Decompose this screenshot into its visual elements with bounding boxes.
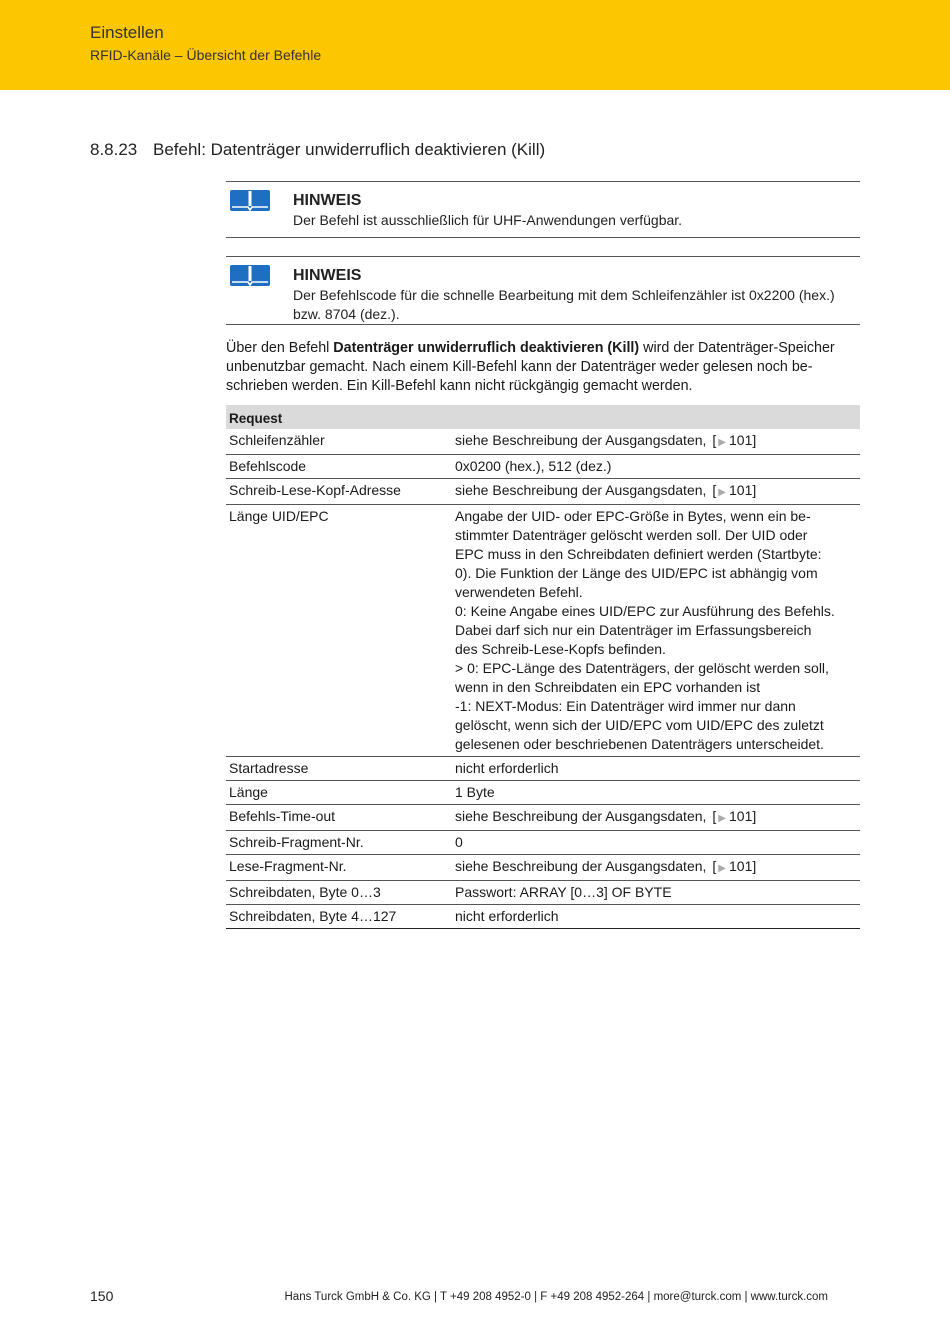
row-value (452, 479, 860, 505)
row-value: nicht erforderlich (452, 757, 860, 781)
reference-page: 101 (729, 432, 753, 448)
command-name: Datenträger unwiderruflich deaktivieren (Kill) (333, 340, 640, 356)
table-row (226, 429, 860, 455)
reference-text: siehe Beschreibung der Ausgangsdaten, (455, 858, 707, 874)
note-text: Der Befehlscode für die schnelle Bearbeitung mit dem Schleifenzähler ist 0x2200 (hex.) bzw. 8704 (dez.). (293, 287, 835, 322)
table-row (226, 757, 860, 781)
request-table (226, 405, 860, 929)
row-label: Schreib-Lese-Kopf-Adresse (226, 479, 452, 505)
note-text: Der Befehl ist ausschließlich für UHF-Anwendungen verfügbar. (293, 212, 683, 228)
table-row (226, 805, 860, 831)
bracket: [ (712, 808, 717, 824)
section-number: 8.8.23 (90, 140, 138, 159)
row-value: 0x0200 (hex.), 512 (dez.) (452, 455, 860, 479)
table-header: Request (226, 405, 860, 429)
row-value (452, 429, 860, 455)
arrow-right-icon: ▶ (718, 487, 726, 498)
table-row (226, 831, 860, 855)
table-row (226, 505, 860, 757)
row-label: Lese-Fragment-Nr. (226, 855, 452, 881)
table-row (226, 781, 860, 805)
row-value: nicht erforderlich (452, 905, 860, 929)
page-reference-link[interactable] (455, 808, 756, 824)
row-label: Befehlscode (226, 455, 452, 479)
bracket: ] (752, 858, 757, 874)
arrow-right-icon: ▶ (718, 863, 726, 874)
bracket: ] (752, 432, 757, 448)
page-reference-link[interactable] (455, 432, 756, 448)
table-row (226, 479, 860, 505)
row-value (452, 805, 860, 831)
bracket: ] (752, 808, 757, 824)
bracket: ] (752, 482, 757, 498)
table-row (226, 455, 860, 479)
intro-text: wird der Datenträger-Speicher unbenutzbar gemacht. Nach einem Kill-Befehl kann der Datenträger weder gelesen noch be-schrieben werden. Ein Kill-Befehl kann nicht rückgängig gemacht werden. (226, 340, 835, 394)
page-reference-link[interactable] (455, 858, 756, 874)
section-title: Befehl: Datenträger unwiderruflich deaktivieren (Kill) (153, 140, 546, 159)
page-number: 150 (90, 1288, 114, 1304)
row-value (452, 855, 860, 881)
row-label: Schreibdaten, Byte 4…127 (226, 905, 452, 929)
row-label: Länge UID/EPC (226, 505, 452, 757)
row-label: Befehls-Time-out (226, 805, 452, 831)
page-reference-link[interactable] (455, 482, 756, 498)
row-label: Schreibdaten, Byte 0…3 (226, 881, 452, 905)
note-box (226, 256, 860, 325)
row-label: Startadresse (226, 757, 452, 781)
arrow-right-icon: ▶ (718, 813, 726, 824)
reference-page: 101 (729, 482, 753, 498)
page-header (0, 0, 950, 90)
table-row (226, 905, 860, 929)
table-row (226, 881, 860, 905)
intro-text: Über den Befehl (226, 340, 334, 356)
bracket: [ (712, 858, 717, 874)
reference-text: siehe Beschreibung der Ausgangsdaten, (455, 808, 707, 824)
footer-company: Hans Turck GmbH & Co. KG | T +49 208 4952-0 | F +49 208 4952-264 | more@turck.com | www.turck.com (284, 1291, 828, 1303)
note-title: HINWEIS (293, 192, 362, 209)
row-value: Angabe der UID- oder EPC-Größe in Bytes, wenn ein be- stimmter Datenträger gelöscht werden soll. Der UID oder EPC muss in den Schreibdaten definiert werden (Startbyte: 0). Die Funktion der Länge des UID/EPC ist abhängig vom verwendeten Befehl. 0: Keine Angabe eines UID/EPC zur Ausführung des Befehls. Dabei darf sich nur ein Datenträger im Erfassungsbereich des Schreib-Lese-Kopfs befinden. > 0: EPC-Länge des Datenträgers, der gelöscht werden soll, wenn in den Schreibdaten ein EPC vorhanden ist -1: NEXT-Modus: Ein Datenträger wird immer nur dann gelöscht, wenn sich der UID/EPC vom UID/EPC des zuletzt gelesenen oder beschriebenen Datenträgers unterscheidet. (452, 505, 860, 757)
row-value: 0 (452, 831, 860, 855)
bracket: [ (712, 482, 717, 498)
row-label: Schreib-Fragment-Nr. (226, 831, 452, 855)
header-subtitle: RFID-Kanäle – Übersicht der Befehle (90, 47, 322, 63)
note-box (226, 181, 860, 238)
table-row (226, 855, 860, 881)
row-label: Schleifenzähler (226, 429, 452, 455)
note-title: HINWEIS (293, 267, 362, 284)
row-value: Passwort: ARRAY [0…3] OF BYTE (452, 881, 860, 905)
arrow-right-icon: ▶ (718, 437, 726, 448)
reference-page: 101 (729, 858, 753, 874)
section-heading (90, 140, 545, 160)
reference-page: 101 (729, 808, 753, 824)
reference-text: siehe Beschreibung der Ausgangsdaten, (455, 482, 707, 498)
book-icon (229, 189, 271, 213)
reference-text: siehe Beschreibung der Ausgangsdaten, (455, 432, 707, 448)
intro-paragraph (226, 339, 866, 396)
bracket: [ (712, 432, 717, 448)
row-label: Länge (226, 781, 452, 805)
row-value: 1 Byte (452, 781, 860, 805)
header-title: Einstellen (90, 23, 164, 42)
book-icon (229, 264, 271, 288)
